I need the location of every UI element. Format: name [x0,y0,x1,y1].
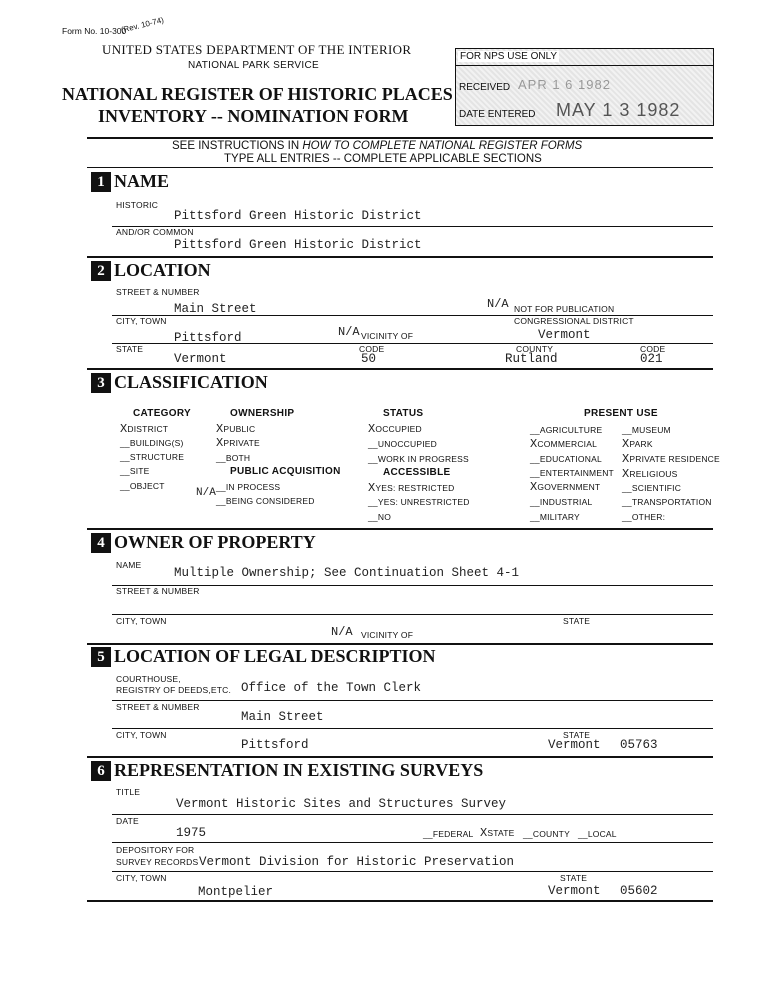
status-heading: STATUS [383,408,424,419]
date-entered-label: DATE ENTERED [459,109,536,120]
legal-zip-value: 05763 [620,738,658,752]
form-title-line1: NATIONAL REGISTER OF HISTORIC PLACES [62,84,453,104]
survey-state-label: STATE [560,873,588,883]
section-3-number: 3 [91,373,111,393]
use-entertainment: __ENTERTAINMENT [530,468,614,478]
section-2-title: LOCATION [114,260,211,280]
vicinity-label: VICINITY OF [361,331,414,341]
use-other: __OTHER: [622,512,666,522]
not-for-publication-label: NOT FOR PUBLICATION [514,304,615,314]
owner-state-label: STATE [563,616,591,626]
use-industrial: __INDUSTRIAL [530,497,593,507]
vicinity-mark: N/A [338,325,360,339]
department-name: UNITED STATES DEPARTMENT OF THE INTERIOR [102,42,412,57]
accessible-yes-restricted: XYES: RESTRICTED [368,481,455,495]
state-label: STATE [116,344,144,354]
owner-name-label: NAME [116,560,142,570]
legal-state-value: Vermont [548,738,601,752]
status-work-in-progress: __WORK IN PROGRESS [368,454,469,464]
survey-date-value: 1975 [176,826,207,840]
received-stamp: APR 1 6 1982 [518,77,611,92]
use-scientific: __SCIENTIFIC [622,483,682,493]
owner-vicinity-label: VICINITY OF [361,630,414,640]
survey-city-value: Montpelier [198,885,274,899]
survey-city-label: CITY, TOWN [116,873,167,883]
use-museum: __MUSEUM [622,425,671,435]
accessible-no: __NO [368,512,392,522]
owner-city-label: CITY, TOWN [116,616,167,626]
acquisition-in-process: __IN PROCESS [216,482,281,492]
use-military: __MILITARY [530,512,580,522]
status-unoccupied: __UNOCCUPIED [368,439,438,449]
date-entered-stamp: MAY 1 3 1982 [556,100,681,120]
public-acquisition-heading: PUBLIC ACQUISITION [230,466,341,477]
owner-vicinity-mark: N/A [331,625,353,639]
county-label: COUNTY [516,344,554,354]
city-value: Pittsford [174,331,242,345]
legal-city-value: Pittsford [241,738,309,752]
survey-federal-option: __FEDERAL [423,829,474,839]
received-label: RECEIVED [459,82,511,93]
historic-name: Pittsford Green Historic District [174,209,422,223]
category-buildings: __BUILDING(S) [120,438,184,448]
section-2-number: 2 [91,261,111,281]
ownership-both: __BOTH [216,453,251,463]
acquisition-being-considered: __BEING CONSIDERED [216,496,315,506]
survey-state-option: XSTATE [480,826,515,840]
congressional-district-value: Vermont [538,328,591,342]
street-value: Main Street [174,302,257,316]
category-object: __OBJECT [120,481,165,491]
nps-use-only-box [455,48,714,126]
state-code-label: CODE [359,344,385,354]
survey-local-option: __LOCAL [578,829,617,839]
use-commercial: XCOMMERCIAL [530,437,598,451]
legal-street-label: STREET & NUMBER [116,702,200,712]
courthouse-value: Office of the Town Clerk [241,681,422,695]
section-4-title: OWNER OF PROPERTY [114,532,316,552]
depository-label-1: DEPOSITORY FOR [116,845,195,855]
use-religious: XRELIGIOUS [622,467,678,481]
survey-date-label: DATE [116,816,139,826]
survey-state-value: Vermont [548,884,601,898]
accessible-heading: ACCESSIBLE [383,467,451,478]
use-agriculture: __AGRICULTURE [530,425,603,435]
legal-street-value: Main Street [241,710,324,724]
depository-label-2: SURVEY RECORDS [116,857,199,867]
section-6-number: 6 [91,761,111,781]
section-1-title: NAME [114,171,169,191]
common-label: AND/OR COMMON [116,227,194,237]
city-label: CITY, TOWN [116,316,167,326]
category-structure: __STRUCTURE [120,452,185,462]
survey-zip-value: 05602 [620,884,658,898]
legal-state-label: STATE [563,730,591,740]
accessible-yes-unrestricted: __YES: UNRESTRICTED [368,497,470,507]
section-5-number: 5 [91,647,111,667]
form-revision: (Rev. 10-74) [120,15,165,35]
not-for-publication-mark: N/A [487,297,509,311]
legal-city-label: CITY, TOWN [116,730,167,740]
county-code-label: CODE [640,344,666,354]
service-name: NATIONAL PARK SERVICE [188,60,319,71]
section-6-title: REPRESENTATION IN EXISTING SURVEYS [114,760,484,780]
instructions-line1: SEE INSTRUCTIONS IN HOW TO COMPLETE NATIONAL REGISTER FORMS [172,140,583,152]
section-5-title: LOCATION OF LEGAL DESCRIPTION [114,646,436,666]
owner-street-label: STREET & NUMBER [116,586,200,596]
owner-name-value: Multiple Ownership; See Continuation Sheet 4-1 [174,566,520,580]
state-code-value: 50 [361,352,377,366]
instructions-line2: TYPE ALL ENTRIES -- COMPLETE APPLICABLE SECTIONS [224,153,542,165]
congressional-district-label: CONGRESSIONAL DISTRICT [514,316,634,326]
section-4-number: 4 [91,533,111,553]
county-value: Rutland [505,352,558,366]
section-3-title: CLASSIFICATION [114,372,268,392]
ownership-private: XPRIVATE [216,436,260,450]
survey-title-value: Vermont Historic Sites and Structures Survey [176,797,507,811]
common-name: Pittsford Green Historic District [174,238,422,252]
section-1-number: 1 [91,172,111,192]
category-site: __SITE [120,466,150,476]
courthouse-label-1: COURTHOUSE, [116,674,181,684]
courthouse-label-2: REGISTRY OF DEEDS,ETC. [116,685,232,695]
category-district: XDISTRICT [120,422,169,436]
ownership-heading: OWNERSHIP [230,408,295,419]
use-park: XPARK [622,437,653,451]
use-private-residence: XPRIVATE RESIDENCE [622,452,720,466]
category-heading: CATEGORY [133,408,191,419]
use-government: XGOVERNMENT [530,480,601,494]
use-transportation: __TRANSPORTATION [622,497,712,507]
survey-county-option: __COUNTY [523,829,570,839]
present-use-heading: PRESENT USE [584,408,658,419]
status-occupied: XOCCUPIED [368,422,422,436]
form-title-line2: INVENTORY -- NOMINATION FORM [98,106,409,126]
ownership-public: XPUBLIC [216,422,256,436]
nps-box-label: FOR NPS USE ONLY [460,51,558,62]
county-code-value: 021 [640,352,663,366]
historic-label: HISTORIC [116,200,159,210]
street-label: STREET & NUMBER [116,287,200,297]
use-educational: __EDUCATIONAL [530,454,602,464]
acquisition-na-mark: N/A [196,487,216,499]
depository-value: Vermont Division for Historic Preservation [199,855,515,869]
form-number: Form No. 10-300 [62,26,127,36]
survey-title-label: TITLE [116,787,141,797]
state-value: Vermont [174,352,227,366]
